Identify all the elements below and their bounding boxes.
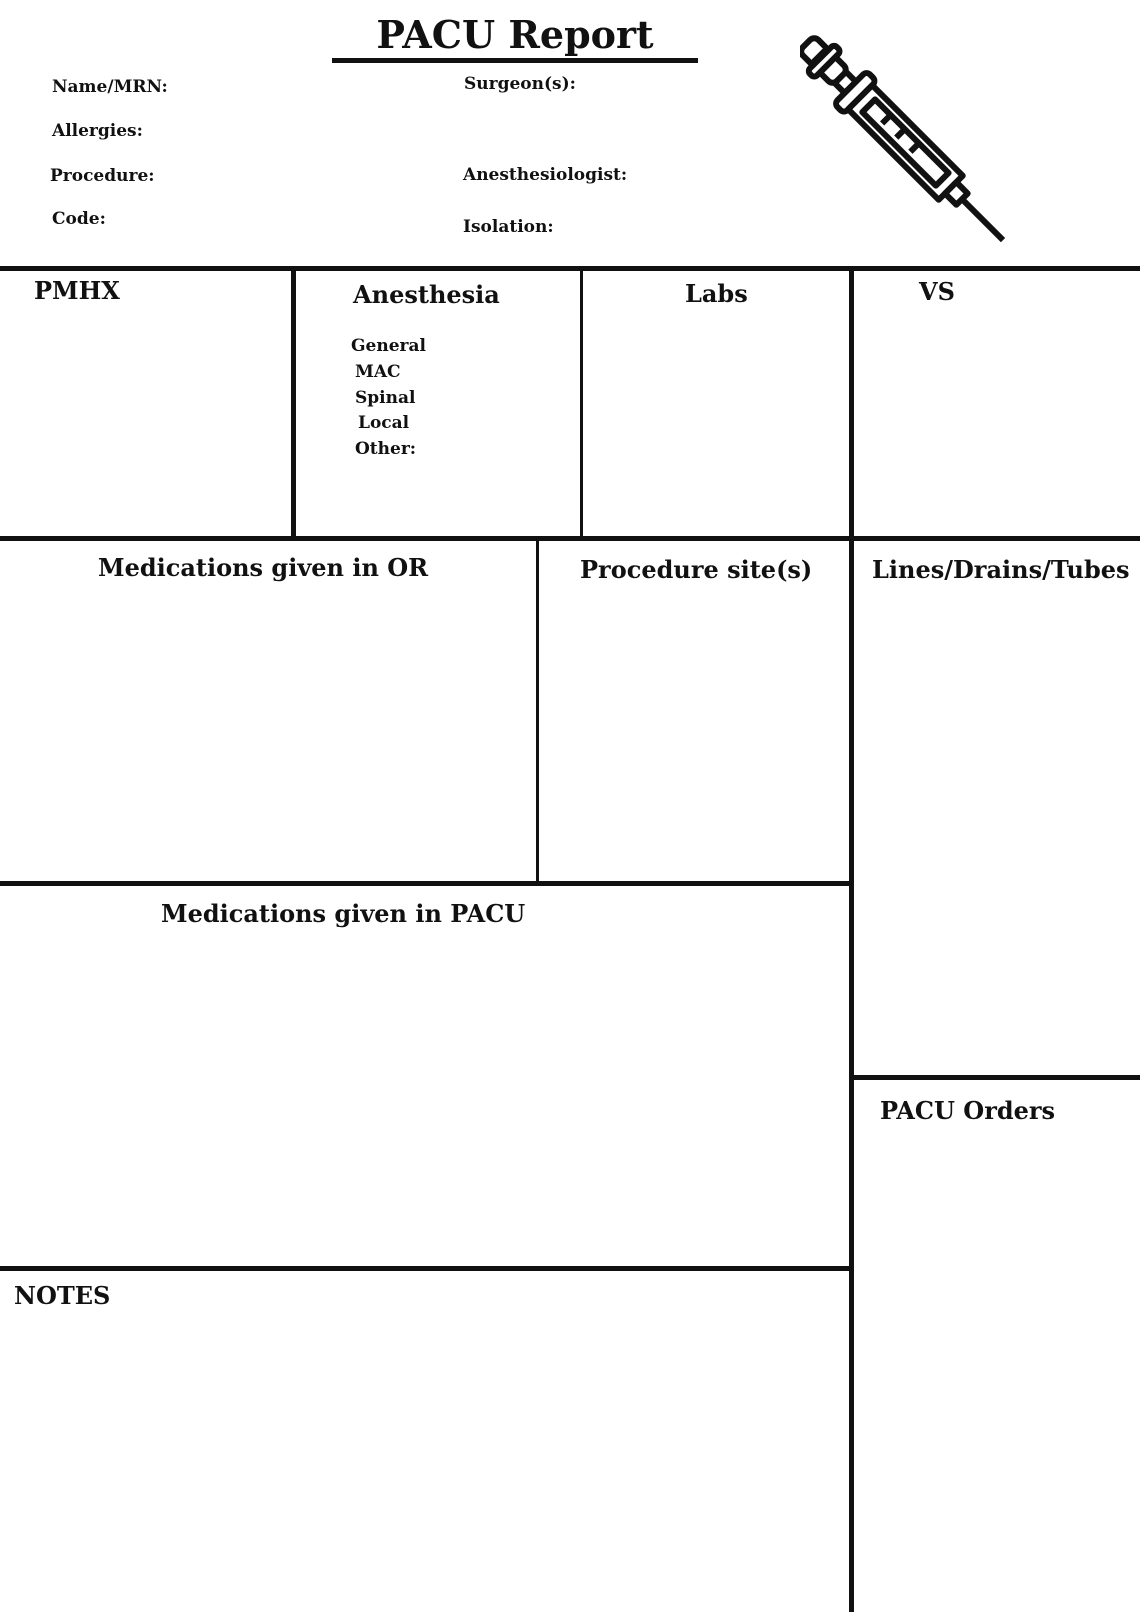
allergies-label: Allergies: — [52, 121, 143, 141]
anesthesia-option-spinal: Spinal — [355, 388, 416, 408]
anesthesia-option-general: General — [351, 336, 426, 356]
page-title: PACU Report — [376, 12, 654, 57]
section-anesthesia: Anesthesia — [353, 280, 500, 309]
section-meds-or: Medications given in OR — [98, 553, 429, 582]
section-vs: VS — [919, 277, 955, 306]
divider-anesthesia — [580, 266, 583, 539]
divider-right-column — [849, 266, 854, 1612]
section-notes: NOTES — [14, 1281, 111, 1310]
anesthesia-option-other: Other: — [355, 439, 417, 459]
section-labs: Labs — [685, 279, 748, 308]
section-meds-pacu: Medications given in PACU — [161, 899, 526, 928]
divider-meds-or — [536, 536, 539, 884]
divider-pmhx — [291, 266, 296, 539]
divider-top — [0, 266, 1140, 271]
syringe-icon — [800, 20, 1040, 260]
title-underline — [332, 58, 698, 63]
divider-row2 — [0, 536, 1140, 541]
isolation-label: Isolation: — [463, 217, 554, 237]
divider-row3 — [0, 881, 852, 886]
divider-pacu-orders — [852, 1075, 1140, 1080]
anesthesiologist-label: Anesthesiologist: — [463, 165, 628, 185]
anesthesia-option-mac: MAC — [355, 362, 401, 382]
name-mrn-label: Name/MRN: — [52, 77, 168, 97]
surgeons-label: Surgeon(s): — [464, 74, 576, 94]
section-pacu-orders: PACU Orders — [880, 1096, 1056, 1125]
section-lines-drains-tubes: Lines/Drains/Tubes — [872, 555, 1130, 584]
code-label: Code: — [52, 209, 106, 229]
section-procedure-sites: Procedure site(s) — [580, 555, 813, 584]
procedure-label: Procedure: — [50, 166, 155, 186]
divider-notes — [0, 1266, 852, 1271]
section-pmhx: PMHX — [34, 276, 120, 305]
anesthesia-option-local: Local — [358, 413, 410, 433]
